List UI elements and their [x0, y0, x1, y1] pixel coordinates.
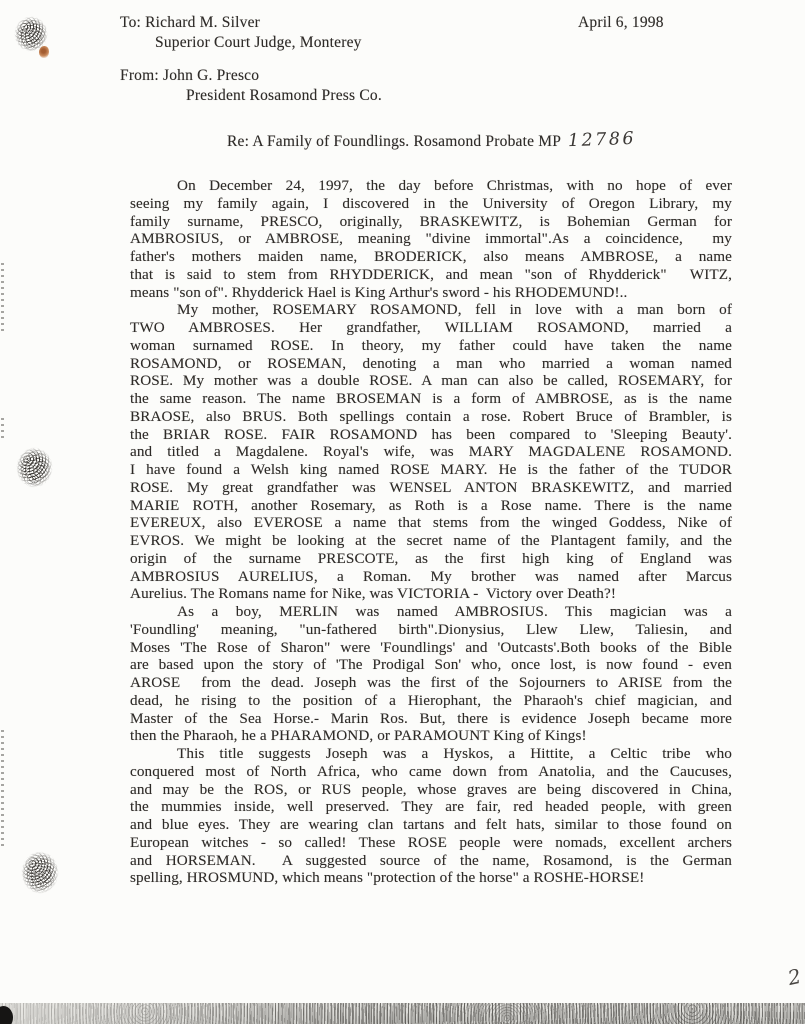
letter-line: conquered most of North Africa, who came down from Anatolia, and the Caucuses, [130, 762, 732, 780]
letter-line: father's mothers maiden name, BRODERICK, also means AMBROSE, a name [130, 248, 732, 265]
letter-line: I have found a Welsh king named ROSE MARY. He is the father of the TUDOR [130, 461, 732, 478]
letter-paragraph [130, 745, 732, 887]
left-edge-scan-marks [1, 418, 4, 440]
letter-line: the mummies inside, well preserved. They are fair, red headed people, with green [130, 798, 732, 816]
recipient-line [120, 13, 362, 33]
letter-line: means "son of". Rhydderick Hael is King Arthur's sword - his RHODEMUND!.. [130, 283, 628, 301]
letter-line: spelling, HROSMUND, which means "protection of the horse" a ROSHE-HORSE! [130, 869, 645, 887]
letter-paragraph [130, 177, 732, 301]
scanner-corner-blob [0, 1006, 13, 1024]
letter-line: that is said to stem from RHYDDERICK, and mean "son of Rhydderick" WITZ, [130, 265, 732, 283]
sender-line [120, 66, 382, 86]
recipient-title: Superior Court Judge, Monterey [155, 34, 362, 51]
subject-text: Re: A Family of Foundlings. Rosamond Probate MP [227, 133, 562, 150]
photocopy-smudge-mid-left [16, 447, 53, 488]
sender-name: John G. Presco [162, 67, 260, 84]
letter-body [130, 177, 732, 887]
letter-line: and HORSEMAN. A suggested source of the name, Rosamond, is the German [130, 851, 732, 869]
letter-line: As a boy, MERLIN was named AMBROSIUS. This magician was a [177, 603, 732, 620]
letter-line: AMBROSIUS, or AMBROSE, meaning "divine immortal".As a coincidence, my [130, 230, 732, 248]
subject-line [227, 128, 637, 152]
to-label: To: [120, 14, 142, 31]
letter-line: EVEREUX, also EVEROSE a name that stems from the winged Goddess, Nike of [130, 514, 732, 532]
letter-line: AMBROSIUS AURELIUS, a Roman. My brother was named after Marcus [130, 567, 732, 585]
letter-line: Moses 'The Rose of Sharon" were 'Foundlings' and 'Outcasts'.Both books of the Bible [130, 638, 732, 656]
letter-line: family surname, PRESCO, originally, BRASKEWITZ, is Bohemian German for [130, 212, 732, 230]
sender-title: President Rosamond Press Co. [186, 87, 382, 104]
letter-line: ROSE. My mother was a double ROSE. A man can also be called, ROSEMARY, for [130, 372, 732, 390]
letter-line: My mother, ROSEMARY ROSAMOND, fell in love with a man born of [177, 301, 732, 319]
letter-paragraph [130, 603, 732, 745]
recipient-name: Richard M. Silver [145, 14, 261, 31]
letter-line: Aurelius. The Romans name for Nike, was VICTORIA - Victory over Death?! [130, 585, 616, 603]
letter-line: are based upon the story of 'The Prodigal Son' who, once lost, is now found - even [130, 656, 732, 674]
letter-line: woman surnamed ROSE. In theory, my father could have taken the name [130, 336, 732, 354]
letter-line: ROSAMOND, or ROSEMAN, denoting a man who married a woman named [130, 354, 732, 372]
letter-line: then the Pharaoh, he a PHARAMOND, or PARAMOUNT King of Kings! [130, 727, 587, 745]
letter-line: and blue eyes. They are wearing clan tartans and felt hats, similar to those found on [130, 816, 732, 833]
letter-line: ROSE. My great grandfather was WENSEL ANTON BRASKEWITZ, and married [130, 478, 732, 496]
letter-line: MARIE ROTH, another Rosemary, as Roth is a Rose name. There is the name [130, 496, 732, 514]
case-number-handwritten: 12786 [567, 128, 637, 152]
letter-line: This title suggests Joseph was a Hyskos, a Hittite, a Celtic tribe who [177, 745, 732, 762]
letter-line: TWO AMBROSES. Her grandfather, WILLIAM ROSAMOND, married a [130, 319, 732, 336]
letter-line: On December 24, 1997, the day before Christmas, with no hope of ever [177, 177, 732, 194]
letter-line: Master of the Sea Horse.- Marin Ros. But, there is evidence Joseph became more [130, 709, 732, 727]
from-label: From: [120, 67, 159, 84]
sender-block [120, 66, 382, 106]
recipient-block [120, 13, 362, 53]
page-number-handwritten: 2 [785, 963, 804, 991]
left-edge-scan-marks [1, 263, 4, 335]
letter-line: EVROS. We might be looking at the secret name of the Plantagent family, and the [130, 532, 732, 549]
letter-paragraph [130, 301, 732, 603]
letter-date: April 6, 1998 [578, 14, 664, 31]
photocopy-smudge-bottom-left [21, 851, 59, 894]
letter-line: and titled a Magdalene. Royal's wife, was MARY MAGDALENE ROSAMOND. [130, 443, 732, 461]
letter-line: BRAOSE, also BRUS. Both spellings contain a rose. Robert Bruce of Brambler, is [130, 407, 732, 425]
letter-line: the same reason. The name BROSEMAN is a form of AMBROSE, as is the name [130, 390, 732, 407]
letter-line: origin of the surname PRESCOTE, as the first high king of England was [130, 549, 732, 567]
letter-line: and may be the ROS, or RUS people, whose graves are being discovered in China, [130, 780, 732, 798]
letter-line: AROSE from the dead. Joseph was the first of the Sojourners to ARISE from the [130, 674, 732, 691]
left-edge-scan-marks [1, 730, 4, 848]
letter-line: the BRIAR ROSE. FAIR ROSAMOND has been compared to 'Sleeping Beauty'. [130, 425, 732, 443]
letter-line: European witches - so called! These ROSE people were nomads, excellent archers [130, 833, 732, 851]
letter-line: seeing my family again, I discovered in the University of Oregon Library, my [130, 194, 732, 212]
orange-stain [39, 46, 49, 58]
letter-line: 'Foundling' meaning, "un-fathered birth".Dionysius, Llew Llew, Taliesin, and [130, 620, 732, 638]
scanner-edge-strip [0, 1003, 805, 1024]
letter-line: dead, he rising to the position of a Hierophant, the Pharaoh's chief magician, and [130, 691, 732, 709]
